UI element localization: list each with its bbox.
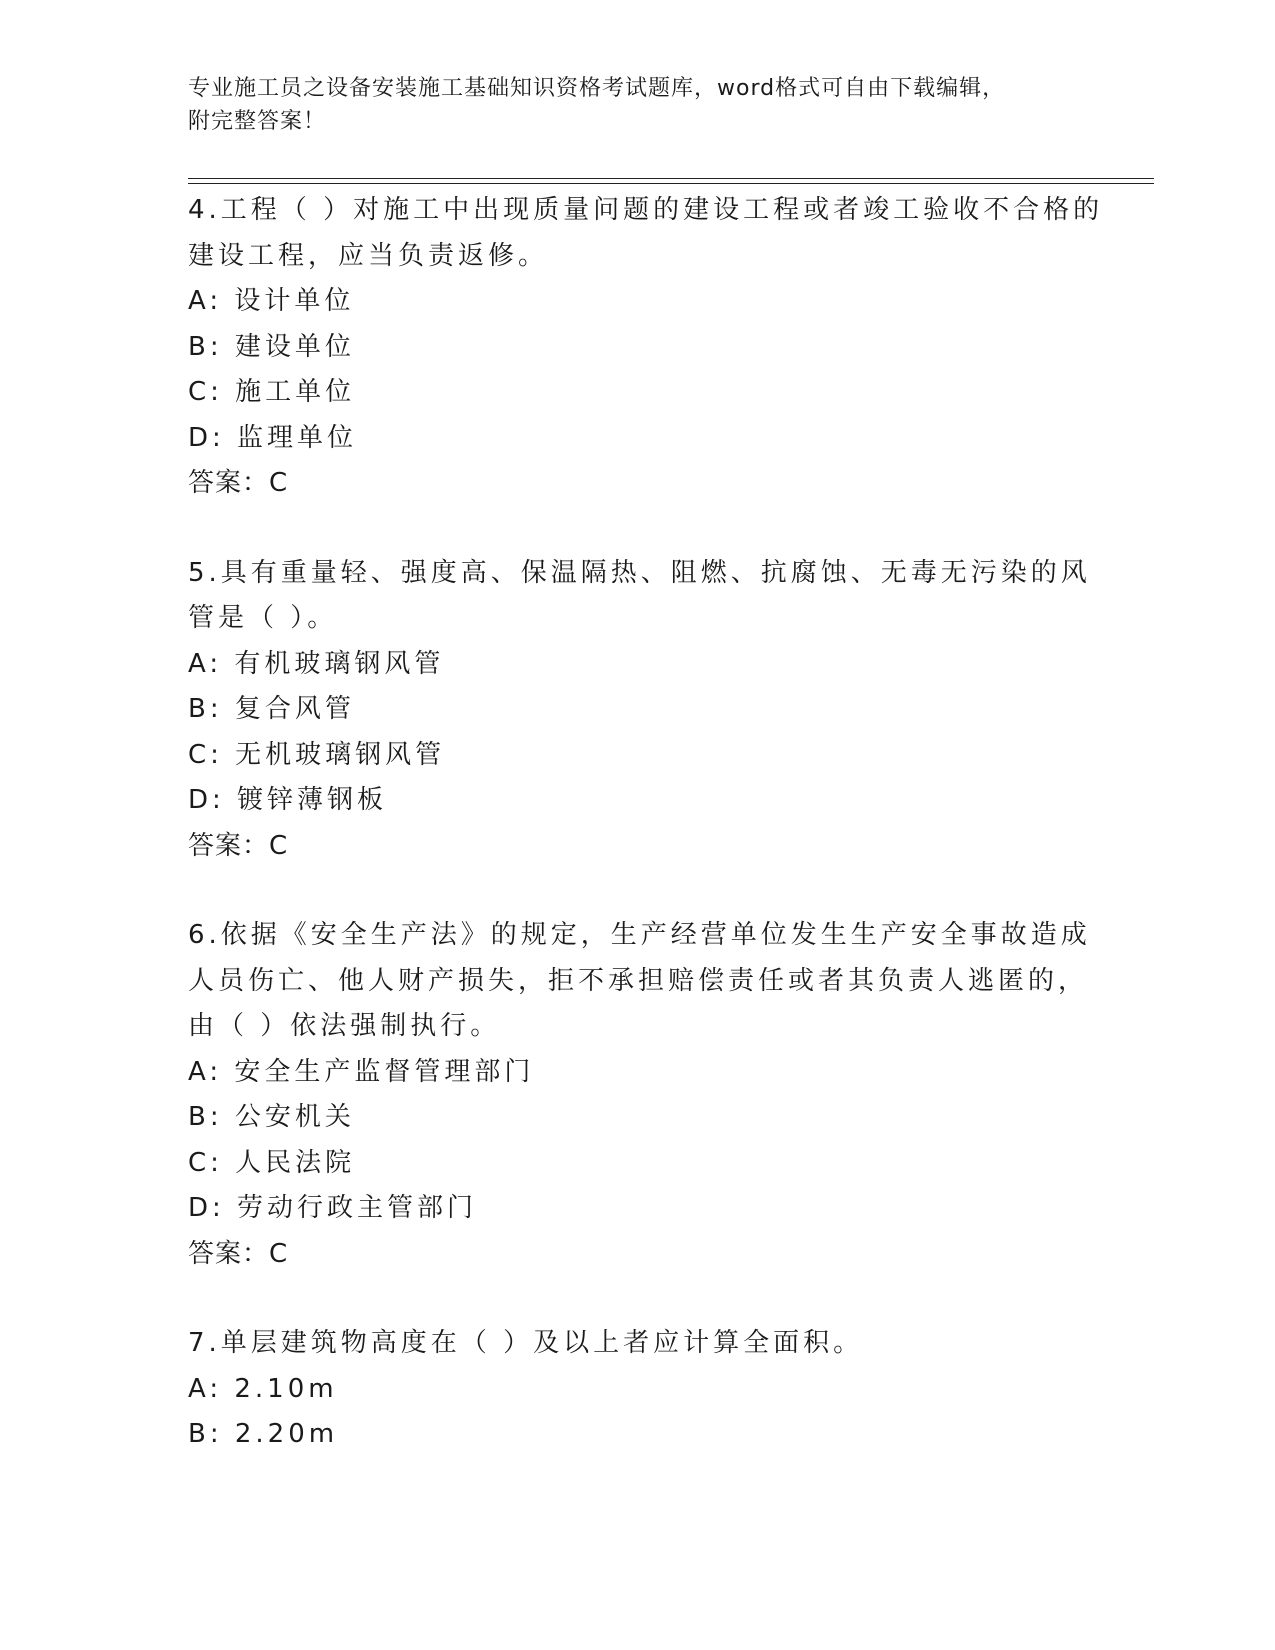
answer-option: D: 监理单位 bbox=[188, 422, 358, 453]
question-item bbox=[188, 1321, 1088, 1458]
answer-key: 答案：C bbox=[188, 468, 289, 498]
question-stem-line: 7.单层建筑物高度在（ ）及以上者应计算全面积。 bbox=[188, 1328, 864, 1358]
answer-option: C: 施工单位 bbox=[188, 377, 356, 407]
answer-option: B: 公安机关 bbox=[188, 1102, 355, 1132]
header-divider-bottom bbox=[188, 183, 1154, 184]
header-line-2: 附完整答案！ bbox=[188, 109, 327, 134]
answer-option: A: 安全生产监督管理部门 bbox=[188, 1056, 535, 1087]
question-stem-line: 6.依据《安全生产法》的规定，生产经营单位发生生产安全事故造成 bbox=[188, 920, 1091, 950]
answer-key: 答案：C bbox=[188, 1238, 289, 1269]
question-stem-line: 建设工程，应当负责返修。 bbox=[188, 240, 549, 271]
answer-option: B: 复合风管 bbox=[188, 694, 355, 724]
answer-option: B: 建设单位 bbox=[188, 331, 355, 362]
answer-option: D: 镀锌薄钢板 bbox=[188, 785, 388, 815]
header-divider-top bbox=[188, 178, 1154, 179]
answer-option: A: 2.10m bbox=[188, 1373, 338, 1404]
answer-option: C: 无机玻璃钢风管 bbox=[188, 739, 446, 770]
answer-option: D: 劳动行政主管部门 bbox=[188, 1193, 478, 1223]
answer-option: B: 2.20m bbox=[188, 1419, 339, 1449]
header-line-1: 专业施工员之设备安装施工基础知识资格考试题库，word格式可自由下载编辑， bbox=[188, 76, 1006, 101]
question-list bbox=[188, 188, 1104, 1502]
document-header bbox=[188, 72, 1088, 138]
question-item bbox=[188, 551, 1091, 870]
question-stem-line: 4.工程（ ）对施工中出现质量问题的建设工程或者竣工验收不合格的 bbox=[188, 195, 1104, 225]
question-stem-line: 由（ ）依法强制执行。 bbox=[188, 1011, 501, 1041]
question-item bbox=[188, 913, 1091, 1277]
answer-option: A: 有机玻璃钢风管 bbox=[188, 648, 445, 679]
question-stem-line: 管是（ ）。 bbox=[188, 603, 338, 633]
answer-option: A: 设计单位 bbox=[188, 286, 355, 316]
question-item bbox=[188, 188, 1104, 507]
answer-option: C: 人民法院 bbox=[188, 1147, 356, 1178]
question-stem-line: 人员伤亡、他人财产损失，拒不承担赔偿责任或者其负责人逃匿的， bbox=[188, 965, 1089, 996]
question-stem-line: 5.具有重量轻、强度高、保温隔热、阻燃、抗腐蚀、无毒无污染的风 bbox=[188, 557, 1091, 588]
answer-key: 答案：C bbox=[188, 830, 289, 861]
